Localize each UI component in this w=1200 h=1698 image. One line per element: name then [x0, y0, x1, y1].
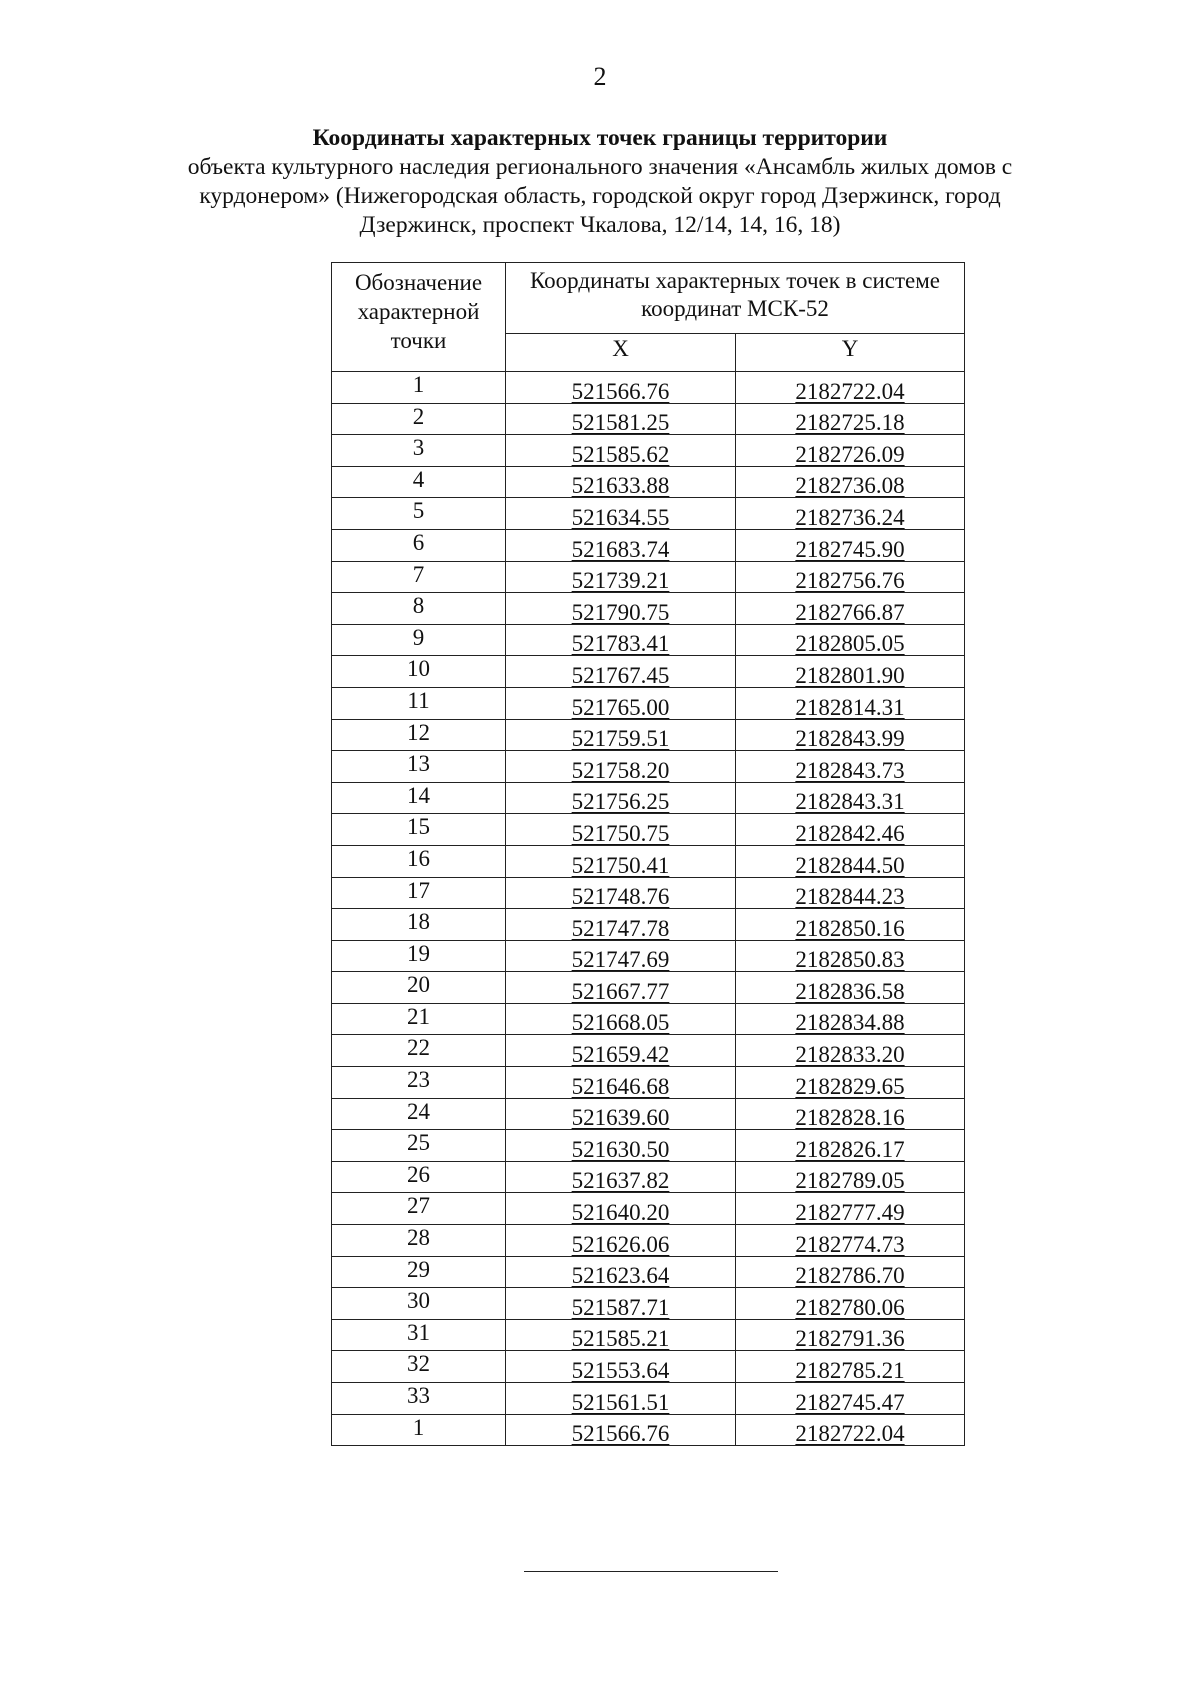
page-number: 2: [593, 62, 607, 91]
coordinate-x-cell: [506, 751, 736, 783]
coordinate-y-cell: [736, 1003, 965, 1035]
point-number: 9: [332, 624, 506, 656]
header-x: X: [506, 334, 736, 372]
table-row: [332, 877, 965, 909]
table-row: [332, 751, 965, 783]
coordinate-y: 2182833.20: [795, 1042, 905, 1068]
table-row: [332, 940, 965, 972]
coordinate-x-cell: [506, 1288, 736, 1320]
coordinate-y-cell: [736, 877, 965, 909]
coordinate-y: 2182814.31: [795, 694, 905, 720]
point-number: 17: [332, 877, 506, 909]
coordinate-y: 2182722.04: [795, 378, 905, 404]
point-number: 33: [332, 1383, 506, 1415]
point-number: 27: [332, 1193, 506, 1225]
coordinate-x: 521566.76: [571, 378, 670, 404]
table-row: [332, 561, 965, 593]
coordinate-y-cell: [736, 372, 965, 404]
coordinate-x-cell: [506, 435, 736, 467]
coordinate-x-cell: [506, 940, 736, 972]
coordinate-y: 2182774.73: [795, 1231, 905, 1257]
coordinate-x-cell: [506, 593, 736, 625]
coordinate-x: 521667.77: [571, 978, 670, 1004]
coordinate-y-cell: [736, 814, 965, 846]
coordinate-x-cell: [506, 624, 736, 656]
coordinate-y-cell: [736, 656, 965, 688]
coordinate-x-cell: [506, 1067, 736, 1099]
coordinate-x-cell: [506, 687, 736, 719]
point-number: 31: [332, 1319, 506, 1351]
point-number: 18: [332, 909, 506, 941]
coordinate-x-cell: [506, 1225, 736, 1257]
coordinate-y: 2182745.90: [795, 536, 905, 562]
point-number: 20: [332, 972, 506, 1004]
coordinate-x-cell: [506, 498, 736, 530]
table-body: [332, 372, 965, 1446]
coordinates-table: [331, 262, 965, 1446]
header-y: Y: [736, 334, 965, 372]
table-row: [332, 1414, 965, 1446]
point-number: 16: [332, 845, 506, 877]
table-row: [332, 1098, 965, 1130]
point-number: 21: [332, 1003, 506, 1035]
point-number: 22: [332, 1035, 506, 1067]
point-number: 29: [332, 1256, 506, 1288]
coordinate-y-cell: [736, 435, 965, 467]
coordinate-y-cell: [736, 1035, 965, 1067]
table-row: [332, 1256, 965, 1288]
coordinate-y: 2182766.87: [795, 599, 905, 625]
table-row: [332, 624, 965, 656]
coordinate-x: 521640.20: [571, 1200, 670, 1226]
table-row: [332, 403, 965, 435]
coordinate-x-cell: [506, 1319, 736, 1351]
coordinate-y-cell: [736, 972, 965, 1004]
point-number: 1: [332, 372, 506, 404]
coordinate-y-cell: [736, 1256, 965, 1288]
table-row: [332, 656, 965, 688]
table-row: [332, 909, 965, 941]
coordinate-y: 2182725.18: [795, 410, 905, 436]
coordinate-x-cell: [506, 972, 736, 1004]
point-number: 30: [332, 1288, 506, 1320]
coordinate-y: 2182756.76: [795, 568, 905, 594]
coordinate-y: 2182844.50: [795, 852, 905, 878]
point-number: 3: [332, 435, 506, 467]
coordinate-y-cell: [736, 1383, 965, 1415]
table-row: [332, 466, 965, 498]
coordinate-x-cell: [506, 1193, 736, 1225]
coordinate-x: 521739.21: [571, 568, 670, 594]
coordinate-x-cell: [506, 909, 736, 941]
coordinate-x: 521756.25: [571, 789, 670, 815]
coordinate-y: 2182789.05: [795, 1168, 905, 1194]
coordinate-y-cell: [736, 529, 965, 561]
point-number: 13: [332, 751, 506, 783]
coordinate-x: 521585.21: [571, 1326, 670, 1352]
point-number: 8: [332, 593, 506, 625]
coordinate-y: 2182844.23: [795, 884, 905, 910]
point-number: 4: [332, 466, 506, 498]
coordinate-y: 2182786.70: [795, 1263, 905, 1289]
coordinate-x-cell: [506, 877, 736, 909]
coordinate-y: 2182780.06: [795, 1294, 905, 1320]
coordinate-y: 2182836.58: [795, 978, 905, 1004]
coordinate-y-cell: [736, 909, 965, 941]
coordinate-y-cell: [736, 593, 965, 625]
coordinate-x: 521637.82: [571, 1168, 670, 1194]
coordinate-y-cell: [736, 1130, 965, 1162]
coordinate-y-cell: [736, 624, 965, 656]
coordinate-x: 521659.42: [571, 1042, 670, 1068]
coordinate-x: 521668.05: [571, 1010, 670, 1036]
coordinate-x: 521585.62: [571, 441, 670, 467]
coordinate-y-cell: [736, 782, 965, 814]
point-number: 5: [332, 498, 506, 530]
table-row: [332, 719, 965, 751]
coordinate-y: 2182850.83: [795, 947, 905, 973]
table-row: [332, 814, 965, 846]
coordinate-x-cell: [506, 1256, 736, 1288]
table-row: [332, 1035, 965, 1067]
coordinate-y: 2182745.47: [795, 1389, 905, 1415]
table-row: [332, 845, 965, 877]
table-row: [332, 1351, 965, 1383]
coordinate-y-cell: [736, 1098, 965, 1130]
coordinate-x: 521783.41: [571, 631, 670, 657]
coordinate-y-cell: [736, 1414, 965, 1446]
coordinate-y-cell: [736, 1193, 965, 1225]
coordinate-x-cell: [506, 656, 736, 688]
coordinate-y: 2182791.36: [795, 1326, 905, 1352]
coordinate-x: 521553.64: [571, 1358, 670, 1383]
coordinate-y: 2182736.08: [795, 473, 905, 499]
coordinate-y: 2182850.16: [795, 915, 905, 941]
point-number: 32: [332, 1351, 506, 1383]
coordinate-y-cell: [736, 498, 965, 530]
table-row: [332, 435, 965, 467]
table-row: [332, 1383, 965, 1415]
table-row: [332, 1003, 965, 1035]
coordinate-x: 521747.69: [571, 947, 670, 973]
table-row: [332, 593, 965, 625]
coordinate-y-cell: [736, 1351, 965, 1383]
coordinate-x: 521633.88: [571, 473, 670, 499]
table-row: [332, 529, 965, 561]
coordinate-x: 521790.75: [571, 599, 670, 625]
table-row: [332, 1193, 965, 1225]
document-title: [180, 124, 1020, 240]
coordinate-x-cell: [506, 1035, 736, 1067]
coordinate-y: 2182843.99: [795, 726, 905, 752]
coordinate-x: 521581.25: [571, 410, 670, 436]
coordinate-x-cell: [506, 1351, 736, 1383]
table-row: [332, 1161, 965, 1193]
point-number: 26: [332, 1161, 506, 1193]
table-row: [332, 1130, 965, 1162]
point-number: 11: [332, 687, 506, 719]
coordinate-y: 2182722.04: [795, 1421, 905, 1447]
coordinate-y: 2182843.73: [795, 757, 905, 783]
coordinate-x: 521630.50: [571, 1136, 670, 1162]
coordinate-y-cell: [736, 751, 965, 783]
coordinate-x-cell: [506, 719, 736, 751]
coordinate-y-cell: [736, 687, 965, 719]
coordinate-y: 2182834.88: [795, 1010, 905, 1036]
header-coordinate-system: Координаты характерных точек в системе координат МСК-52: [506, 263, 965, 334]
coordinate-x-cell: [506, 1383, 736, 1415]
coordinate-y-cell: [736, 466, 965, 498]
point-number: 7: [332, 561, 506, 593]
coordinate-x-cell: [506, 1098, 736, 1130]
coordinate-y-cell: [736, 1225, 965, 1257]
coordinate-x-cell: [506, 529, 736, 561]
point-number: 2: [332, 403, 506, 435]
table-row: [332, 782, 965, 814]
coordinate-x: 521623.64: [571, 1263, 670, 1289]
coordinate-y: 2182842.46: [795, 820, 905, 846]
coordinate-x: 521561.51: [571, 1389, 670, 1415]
coordinate-x-cell: [506, 561, 736, 593]
coordinate-y-cell: [736, 1067, 965, 1099]
coordinate-y-cell: [736, 1161, 965, 1193]
table-row: [332, 972, 965, 1004]
coordinate-y: 2182805.05: [795, 631, 905, 657]
coordinate-y-cell: [736, 403, 965, 435]
point-number: 15: [332, 814, 506, 846]
table-row: [332, 1225, 965, 1257]
coordinate-x: 521750.75: [571, 820, 670, 846]
header-point-designation: Обозначение характерной точки: [332, 263, 506, 372]
coordinate-x: 521759.51: [571, 726, 670, 752]
coordinate-y: 2182777.49: [795, 1200, 905, 1226]
coordinate-x-cell: [506, 845, 736, 877]
table-row: [332, 1067, 965, 1099]
coordinate-y: 2182826.17: [795, 1136, 905, 1162]
coordinate-x-cell: [506, 403, 736, 435]
point-number: 19: [332, 940, 506, 972]
point-number: 14: [332, 782, 506, 814]
title-description: объекта культурного наследия регионального значения «Ансамбль жилых домов с курдонером» (Нижегородская область, городской округ город Дзержинск, город Дзержинск, проспект Чкалова, 12/14, 14, 16, 18): [187, 154, 1013, 238]
coordinate-y-cell: [736, 1288, 965, 1320]
coordinate-x-cell: [506, 814, 736, 846]
coordinate-x: 521639.60: [571, 1105, 670, 1131]
coordinate-y: 2182829.65: [795, 1073, 905, 1099]
coordinate-y: 2182828.16: [795, 1105, 905, 1131]
coordinate-x: 521758.20: [571, 757, 670, 783]
table-row: [332, 687, 965, 719]
coordinate-x-cell: [506, 1161, 736, 1193]
coordinate-y-cell: [736, 1319, 965, 1351]
coordinate-x: 521767.45: [571, 662, 670, 688]
coordinate-x: 521587.71: [571, 1294, 670, 1320]
coordinate-x-cell: [506, 1130, 736, 1162]
point-number: 28: [332, 1225, 506, 1257]
point-number: 23: [332, 1067, 506, 1099]
coordinate-y: 2182726.09: [795, 441, 905, 467]
coordinate-x-cell: [506, 782, 736, 814]
coordinate-x-cell: [506, 466, 736, 498]
point-number: 24: [332, 1098, 506, 1130]
coordinate-y: 2182843.31: [795, 789, 905, 815]
title-bold-line: Координаты характерных точек границы территории: [312, 125, 888, 151]
coordinate-x: 521750.41: [571, 852, 670, 878]
coordinate-y-cell: [736, 719, 965, 751]
table-row: [332, 1319, 965, 1351]
coordinate-x-cell: [506, 1414, 736, 1446]
table-row: [332, 1288, 965, 1320]
coordinate-x-cell: [506, 1003, 736, 1035]
coordinate-y-cell: [736, 940, 965, 972]
coordinate-x: 521646.68: [571, 1073, 670, 1099]
coordinate-y: 2182785.21: [795, 1358, 905, 1383]
coordinate-y-cell: [736, 561, 965, 593]
coordinate-x: 521634.55: [571, 504, 670, 530]
point-number: 12: [332, 719, 506, 751]
table-row: [332, 498, 965, 530]
coordinate-y: 2182736.24: [795, 504, 905, 530]
end-rule: [524, 1571, 778, 1572]
coordinate-x: 521683.74: [571, 536, 670, 562]
table-row: [332, 372, 965, 404]
point-number: 6: [332, 529, 506, 561]
coordinate-x: 521765.00: [571, 694, 670, 720]
coordinate-y: 2182801.90: [795, 662, 905, 688]
coordinate-y-cell: [736, 845, 965, 877]
coordinate-x: 521747.78: [571, 915, 670, 941]
coordinate-x: 521748.76: [571, 884, 670, 910]
point-number: 25: [332, 1130, 506, 1162]
coordinate-x: 521566.76: [571, 1421, 670, 1447]
coordinate-x-cell: [506, 372, 736, 404]
point-number: 1: [332, 1414, 506, 1446]
coordinate-x: 521626.06: [571, 1231, 670, 1257]
point-number: 10: [332, 656, 506, 688]
